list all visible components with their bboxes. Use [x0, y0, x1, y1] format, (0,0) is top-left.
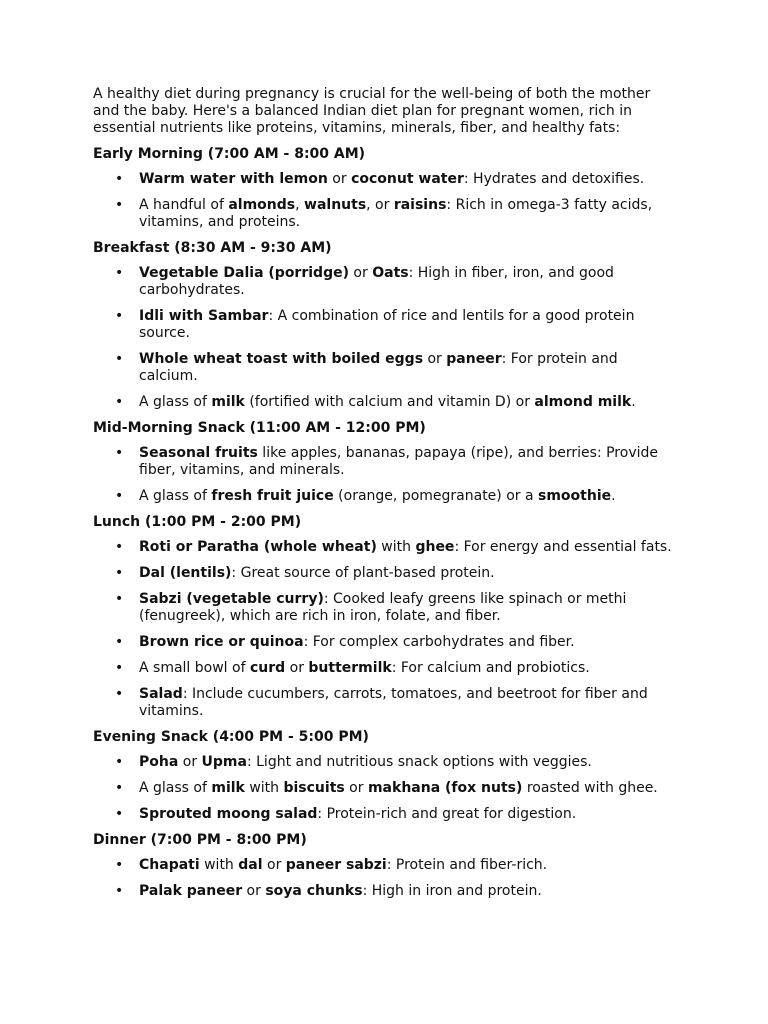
item-bold-text: Roti or Paratha (whole wheat) [139, 539, 377, 555]
bullet-icon: • [115, 565, 124, 581]
item-text: A glass of [139, 394, 212, 410]
item-bold-text: raisins [393, 197, 447, 213]
item-text: or [348, 265, 373, 281]
bullet-icon: • [115, 591, 124, 607]
list-item [93, 686, 679, 720]
meal-sections [93, 146, 679, 900]
item-bold-text: buttermilk [308, 660, 392, 676]
item-bold-text: Oats [372, 265, 409, 281]
item-bold-text: milk [211, 780, 245, 796]
item-text: with [199, 857, 239, 873]
item-text: or [423, 351, 447, 367]
item-text: : Rich in omega-3 fatty acids, vitamins, and proteins. [139, 197, 653, 230]
item-bold-text: Upma [201, 754, 247, 770]
document-page [93, 86, 679, 909]
section-heading: Early Morning (7:00 AM - 8:00 AM) [93, 146, 366, 162]
section-list [93, 445, 679, 505]
item-bold-text: Sprouted moong salad [139, 806, 318, 822]
item-text: : For protein and calcium. [139, 351, 618, 384]
section-heading: Dinner (7:00 PM - 8:00 PM) [93, 832, 307, 848]
list-item [93, 883, 679, 900]
item-text: : Protein-rich and great for digestion. [317, 806, 577, 822]
item-bold-text: biscuits [283, 780, 345, 796]
item-text: roasted with ghee. [522, 780, 658, 796]
item-bold-text: Whole wheat toast with boiled eggs [139, 351, 424, 367]
section-heading: Mid-Morning Snack (11:00 AM - 12:00 PM) [93, 420, 426, 436]
item-bold-text: almond milk [534, 394, 632, 410]
section-list [93, 539, 679, 720]
item-bold-text: paneer sabzi [285, 857, 387, 873]
item-bold-text: curd [249, 660, 286, 676]
item-bold-text: walnuts [304, 197, 367, 213]
section-heading: Lunch (1:00 PM - 2:00 PM) [93, 514, 302, 530]
item-bold-text: dal [238, 857, 263, 873]
list-item [93, 445, 679, 479]
section-heading: Breakfast (8:30 AM - 9:30 AM) [93, 240, 332, 256]
item-bold-text: fresh fruit juice [211, 488, 334, 504]
list-item [93, 754, 679, 771]
item-text: (orange, pomegranate) or a [333, 488, 539, 504]
bullet-icon: • [115, 488, 124, 504]
item-text: : For energy and essential fats. [454, 539, 672, 555]
list-item [93, 197, 679, 231]
item-bold-text: Salad [139, 686, 183, 702]
item-text: : A combination of rice and lentils for a good protein source. [139, 308, 635, 341]
item-bold-text: Sabzi (vegetable curry) [139, 591, 324, 607]
item-text: : High in iron and protein. [362, 883, 542, 899]
item-bold-text: Vegetable Dalia (porridge) [139, 265, 349, 281]
list-item [93, 660, 679, 677]
item-bold-text: Seasonal fruits [139, 445, 258, 461]
list-item [93, 394, 679, 411]
list-item [93, 591, 679, 625]
item-text: like apples, bananas, papaya (ripe), and berries: Provide fiber, vitamins, and minerals. [139, 445, 658, 478]
item-bold-text: makhana (fox nuts) [367, 780, 523, 796]
item-text: or [178, 754, 202, 770]
list-item [93, 171, 679, 188]
bullet-icon: • [115, 754, 124, 770]
item-bold-text: Dal (lentils) [139, 565, 232, 581]
item-text: A glass of [139, 780, 212, 796]
item-text: : Include cucumbers, carrots, tomatoes, and beetroot for fiber and vitamins. [139, 686, 648, 719]
bullet-icon: • [115, 883, 124, 899]
item-bold-text: Poha [139, 754, 179, 770]
bullet-icon: • [115, 445, 124, 461]
list-item [93, 265, 679, 299]
item-bold-text: Chapati [139, 857, 200, 873]
list-item [93, 806, 679, 823]
item-text: : Protein and fiber-rich. [386, 857, 548, 873]
bullet-icon: • [115, 780, 124, 796]
list-item [93, 308, 679, 342]
item-text: (fortified with calcium and vitamin D) or [244, 394, 535, 410]
item-text: . [611, 488, 616, 504]
bullet-icon: • [115, 857, 124, 873]
list-item [93, 488, 679, 505]
list-item [93, 857, 679, 874]
item-bold-text: Palak paneer [139, 883, 243, 899]
section-list [93, 171, 679, 231]
bullet-icon: • [115, 265, 124, 281]
bullet-icon: • [115, 806, 124, 822]
bullet-icon: • [115, 308, 124, 324]
bullet-icon: • [115, 171, 124, 187]
item-bold-text: Brown rice or quinoa [139, 634, 304, 650]
item-text: , [295, 197, 305, 213]
list-item [93, 351, 679, 385]
item-text: : For complex carbohydrates and fiber. [303, 634, 575, 650]
item-bold-text: soya chunks [265, 883, 363, 899]
item-text: : High in fiber, iron, and good carbohydrates. [139, 265, 614, 298]
item-bold-text: ghee [415, 539, 455, 555]
intro-paragraph: A healthy diet during pregnancy is crucial for the well-being of both the mother and the baby. Here's a balanced Indian diet plan for pregnant women, rich in essential nutrients like proteins, vitamins, minerals, fiber, and healthy fats: [93, 86, 651, 136]
item-text: A small bowl of [139, 660, 250, 676]
item-text: with [244, 780, 284, 796]
bullet-icon: • [115, 539, 124, 555]
item-text: or [344, 780, 368, 796]
section-list [93, 265, 679, 411]
item-text: A glass of [139, 488, 212, 504]
list-item [93, 565, 679, 582]
list-item [93, 539, 679, 556]
item-text: : Cooked leafy greens like spinach or methi (fenugreek), which are rich in iron, folate, and fiber. [139, 591, 627, 624]
list-item [93, 780, 679, 797]
item-text: : Hydrates and detoxifies. [463, 171, 645, 187]
item-text: : Light and nutritious snack options with veggies. [246, 754, 592, 770]
bullet-icon: • [115, 351, 124, 367]
item-text: , or [366, 197, 394, 213]
item-bold-text: Idli with Sambar [139, 308, 269, 324]
item-text: or [242, 883, 266, 899]
bullet-icon: • [115, 660, 124, 676]
list-item [93, 634, 679, 651]
item-bold-text: paneer [446, 351, 502, 367]
section-heading: Evening Snack (4:00 PM - 5:00 PM) [93, 729, 369, 745]
item-text: with [376, 539, 416, 555]
bullet-icon: • [115, 197, 124, 213]
item-text: : For calcium and probiotics. [391, 660, 590, 676]
item-text: or [327, 171, 352, 187]
item-text: or [262, 857, 286, 873]
section-list [93, 857, 679, 900]
item-bold-text: Warm water with lemon [139, 171, 328, 187]
item-text: : Great source of plant-based protein. [231, 565, 495, 581]
item-text: . [631, 394, 636, 410]
item-bold-text: milk [211, 394, 245, 410]
bullet-icon: • [115, 394, 124, 410]
item-bold-text: almonds [228, 197, 296, 213]
section-list [93, 754, 679, 823]
item-text: or [285, 660, 309, 676]
bullet-icon: • [115, 686, 124, 702]
item-bold-text: smoothie [538, 488, 612, 504]
bullet-icon: • [115, 634, 124, 650]
item-bold-text: coconut water [351, 171, 464, 187]
item-text: A handful of [139, 197, 229, 213]
